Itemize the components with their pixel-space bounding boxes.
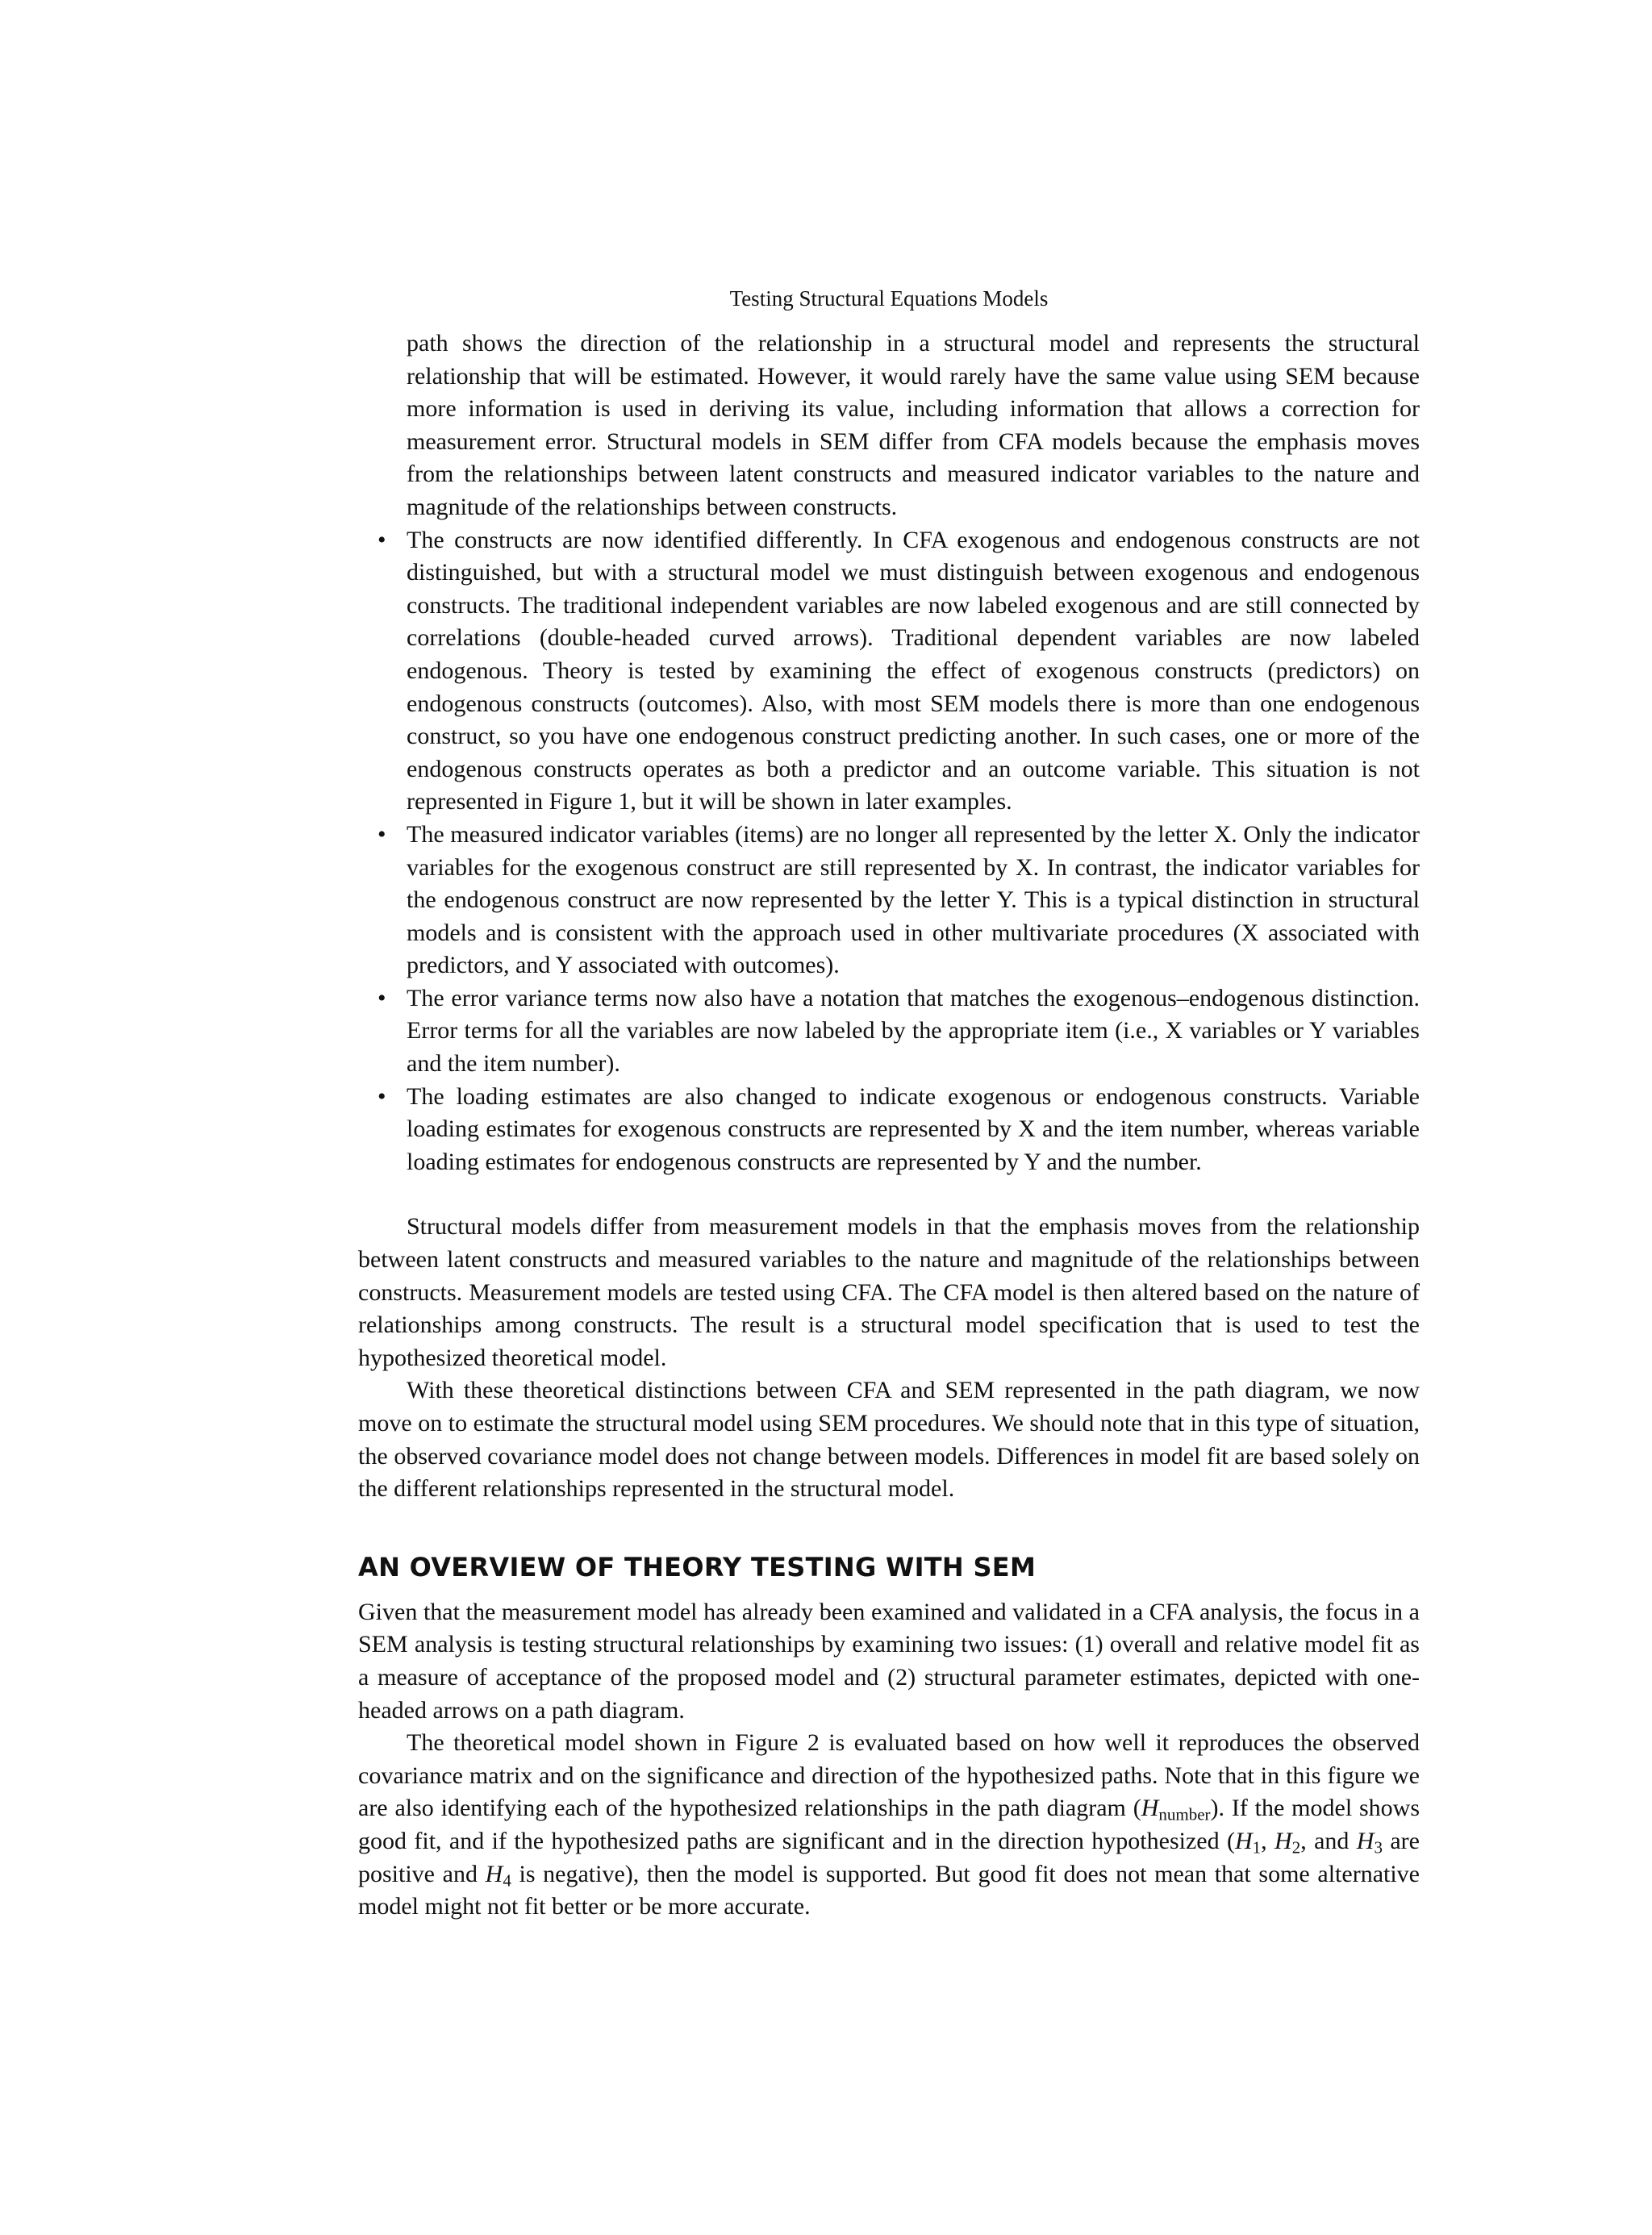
bullet-item <box>358 982 1420 1081</box>
section-paragraph-hypotheses: The theoretical model shown in Figure 2 is evaluated based on how well it reproduces the observed covariance matrix and on the significance and direction of the hypothesized paths. Note that in this figure we are also identifying each of the hypothesized relationships in the path diagram $(H_{number})$. If the model shows good fit, and if the hypothesized paths are significant and in the direction hypothesized ($H_1$, $H_2$, and $H_3$ are positive and $H_4$ is negative), then the model is supported. But good fit does not mean that some alternative model might not fit better or be more accurate. <box>358 1729 1420 1920</box>
bullet-item <box>358 524 1420 819</box>
bullet-text: The constructs are now identified differently. In CFA exogenous and endogenous constructs are not distinguished, but with a structural model we must distinguish between exogenous and endogenous constructs. The traditional independent variables are now labeled exogenous and are still connected by correlations (double-headed curved arrows). Traditional dependent variables are now labeled endogenous. Theory is tested by examining the effect of exogenous constructs (predictors) on endogenous constructs (outcomes). Also, with most SEM models there is more than one endogenous construct, so you have one endogenous construct predicting another. In such cases, one or more of the endogenous constructs operates as both a predictor and an outcome variable. This situation is not represented in Figure 1, but it will be shown in later examples. <box>407 526 1420 815</box>
bullet-icon: • <box>378 1082 386 1110</box>
bullet-item <box>358 1081 1420 1179</box>
section-paragraph: Given that the measurement model has already been examined and validated in a CFA analysis, the focus in a SEM analysis is testing structural relationships by examining two issues: (1) overall and relative model fit as a measure of acceptance of the proposed model and (2) structural parameter estimates, depicted with one-headed arrows on a path diagram. <box>358 1598 1420 1724</box>
bullet-text: The error variance terms now also have a notation that matches the exogenous–endogenous distinction. Error terms for all the variables are now labeled by the appropriate item (i.e., X variables or Y variables and the item number). <box>407 984 1420 1078</box>
body-paragraph: With these theoretical distinctions between CFA and SEM represented in the path diagram, we now move on to estimate the structural model using SEM procedures. We should note that in this type of situation, the observed covariance model does not change between models. Differences in model fit are based solely on the different relationships represented in the structural model. <box>358 1377 1420 1503</box>
bullet-text: The loading estimates are also changed to indicate exogenous or endogenous constructs. Variable loading estimates for exogenous constructs are represented by X and the item number, whereas variable loading estimates for endogenous constructs are represented by Y and the number. <box>407 1082 1420 1175</box>
bullet-icon: • <box>378 526 386 553</box>
bullet-icon: • <box>378 820 386 848</box>
running-head: Testing Structural Equations Models <box>729 286 1049 311</box>
body-paragraph: Structural models differ from measurement models in that the emphasis moves from the relationship between latent constructs and measured variables to the nature and magnitude of the relationships between constructs. Measurement models are tested using CFA. The CFA model is then altered based on the nature of relationships among constructs. The result is a structural model specification that is used to test the hypothesized theoretical model. <box>358 1213 1420 1371</box>
bullet-icon: • <box>378 984 386 1011</box>
bullet-list <box>358 524 1420 1179</box>
document-page <box>358 282 1420 1924</box>
bullet-item <box>358 819 1420 982</box>
continued-paragraph: path shows the direction of the relationship in a structural model and represents the structural relationship that will be estimated. However, it would rarely have the same value using SEM because more information is used in deriving its value, including information that allows a correction for measurement error. Structural models in SEM differ from CFA models because the emphasis moves from the relationships between latent constructs and measured indicator variables to the nature and magnitude of the relationships between constructs. <box>407 330 1420 520</box>
section-heading: AN OVERVIEW OF THEORY TESTING WITH SEM <box>358 1551 1037 1582</box>
bullet-text: The measured indicator variables (items) are no longer all represented by the letter X. Only the indicator variables for the exogenous construct are still represented by X. In contrast, the indicator variables for the endogenous construct are now represented by the letter Y. This is a typical distinction in structural models and is consistent with the approach used in other multivariate procedures (X associated with predictors, and Y associated with outcomes). <box>407 820 1420 979</box>
